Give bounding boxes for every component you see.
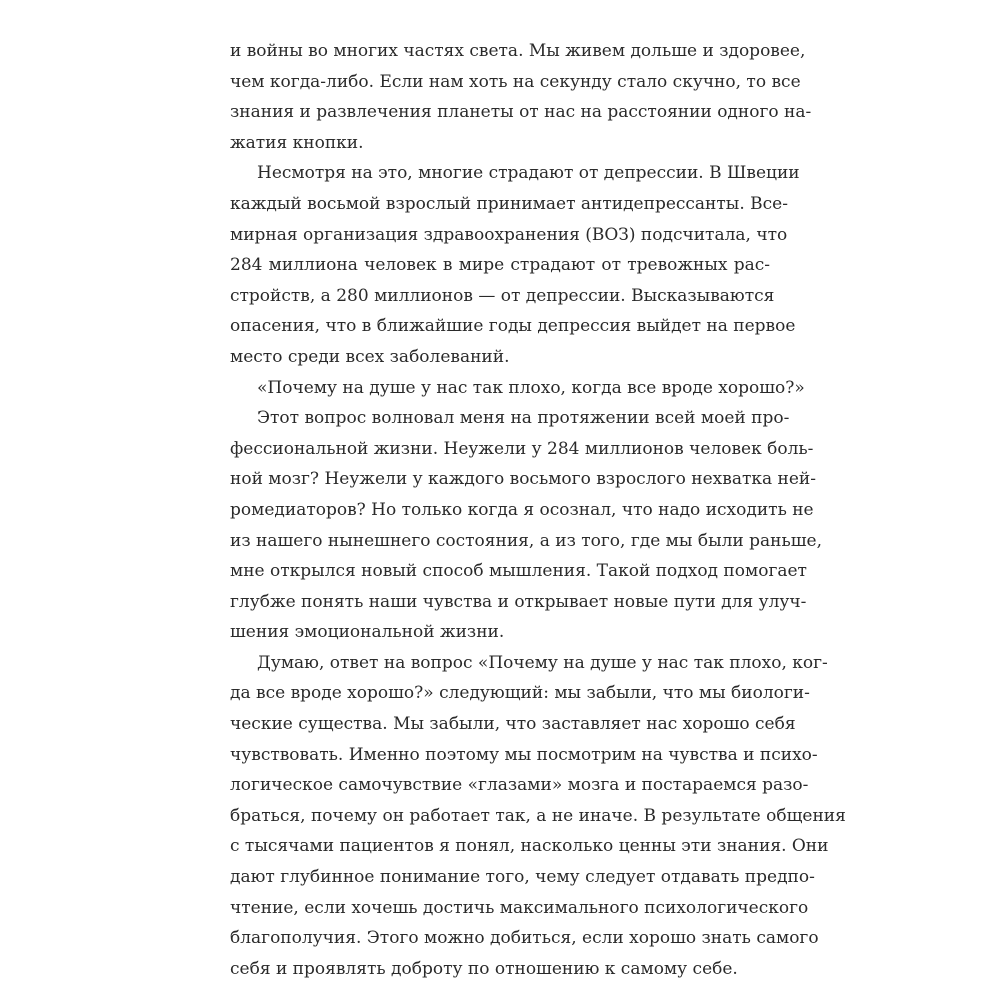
text-line: с тысячами пациентов я понял, насколько ценны эти знания. Они (230, 836, 829, 857)
text-line: из нашего нынешнего состояния, а из того, где мы были раньше, (230, 530, 823, 551)
text-line: место среди всех заболеваний. (230, 346, 510, 367)
text-line: каждый восьмой взрослый принимает антидепрессанты. Все- (230, 193, 788, 214)
text-line: мне открылся новый способ мышления. Такой подход помогает (230, 561, 807, 582)
text-line: Несмотря на это, многие страдают от депрессии. В Швеции (257, 163, 800, 184)
text-line: опасения, что в ближайшие годы депрессия выйдет на первое (230, 316, 796, 337)
text-line: глубже понять наши чувства и открывает новые пути для улуч- (230, 591, 807, 612)
text-line: ромедиаторов? Но только когда я осознал, что надо исходить не (230, 499, 814, 520)
paragraph-4 (230, 403, 823, 648)
paragraph-5 (230, 648, 846, 985)
text-line: браться, почему он работает так, а не иначе. В результате общения (230, 805, 846, 826)
text-line: чем когда-либо. Если нам хоть на секунду стало скучно, то все (230, 71, 801, 92)
text-line: «Почему на душе у нас так плохо, когда все вроде хорошо?» (257, 377, 805, 398)
text-line: ной мозг? Неужели у каждого восьмого взрослого нехватка ней- (230, 469, 816, 490)
text-line: ческие существа. Мы забыли, что заставляет нас хорошо себя (230, 714, 796, 735)
text-line: знания и развлечения планеты от нас на расстоянии одного на- (230, 102, 812, 123)
text-line: чтение, если хочешь достичь максимального психологического (230, 897, 809, 918)
text-line: чувствовать. Именно поэтому мы посмотрим на чувства и психо- (230, 744, 818, 765)
text-line: фессиональной жизни. Неужели у 284 миллионов человек боль- (230, 438, 814, 459)
text-line: Думаю, ответ на вопрос «Почему на душе у нас так плохо, ког- (257, 652, 828, 673)
text-line: и войны во многих частях света. Мы живем дольше и здоровее, (230, 41, 806, 61)
text-line: стройств, а 280 миллионов — от депрессии. Высказываются (230, 285, 775, 306)
book-page (230, 36, 846, 984)
text-line: себя и проявлять доброту по отношению к самому себе. (230, 958, 738, 979)
text-line: шения эмоциональной жизни. (230, 622, 505, 643)
paragraph-3 (230, 373, 805, 404)
text-line: логическое самочувствие «глазами» мозга и постараемся разо- (230, 775, 809, 796)
text-line: жатия кнопки. (230, 132, 364, 153)
text-line: 284 миллиона человек в мире страдают от тревожных рас- (230, 255, 770, 276)
text-line: мирная организация здравоохранения (ВОЗ) подсчитала, что (230, 224, 788, 245)
paragraph-2 (230, 158, 800, 372)
text-line: благополучия. Этого можно добиться, если хорошо знать самого (230, 928, 819, 949)
text-line: дают глубинное понимание того, чему следует отдавать предпо- (230, 867, 815, 888)
text-line: да все вроде хорошо?» следующий: мы забыли, что мы биологи- (230, 683, 810, 704)
text-line: Этот вопрос волновал меня на протяжении всей моей про- (257, 408, 790, 429)
paragraph-1 (230, 36, 812, 158)
